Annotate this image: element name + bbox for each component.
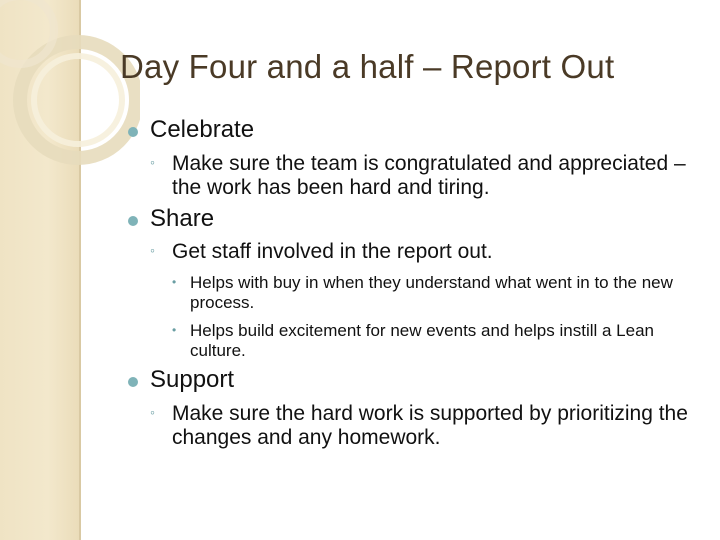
sub-sub-bullet-buy-in: Helps with buy in when they understand what went in to the new process. xyxy=(190,273,673,312)
sub-sub-bullet-marker: • xyxy=(172,323,177,337)
slide-title: Day Four and a half – Report Out xyxy=(120,48,615,85)
bullet-dot xyxy=(128,127,138,137)
sub-bullet-marker: ◦ xyxy=(150,154,155,170)
bullet-dot xyxy=(128,377,138,387)
bullet-share: Share xyxy=(150,205,215,232)
bullet-support: Support xyxy=(150,366,235,393)
sub-bullet-marker: ◦ xyxy=(150,242,155,258)
sub-bullet-support: Make sure the hard work is supported by prioritizing the changes and any homework. xyxy=(172,402,688,449)
sub-bullet-marker: ◦ xyxy=(150,404,155,420)
bullet-celebrate: Celebrate xyxy=(150,116,255,143)
sub-sub-bullet-excitement: Helps build excitement for new events and helps instill a Lean culture. xyxy=(190,321,654,360)
sub-bullet-share: Get staff involved in the report out. xyxy=(172,240,493,263)
bullet-dot xyxy=(128,216,138,226)
sub-bullet-celebrate: Make sure the team is congratulated and appreciated – the work has been hard and tiring. xyxy=(172,152,686,199)
sub-sub-bullet-marker: • xyxy=(172,275,177,289)
